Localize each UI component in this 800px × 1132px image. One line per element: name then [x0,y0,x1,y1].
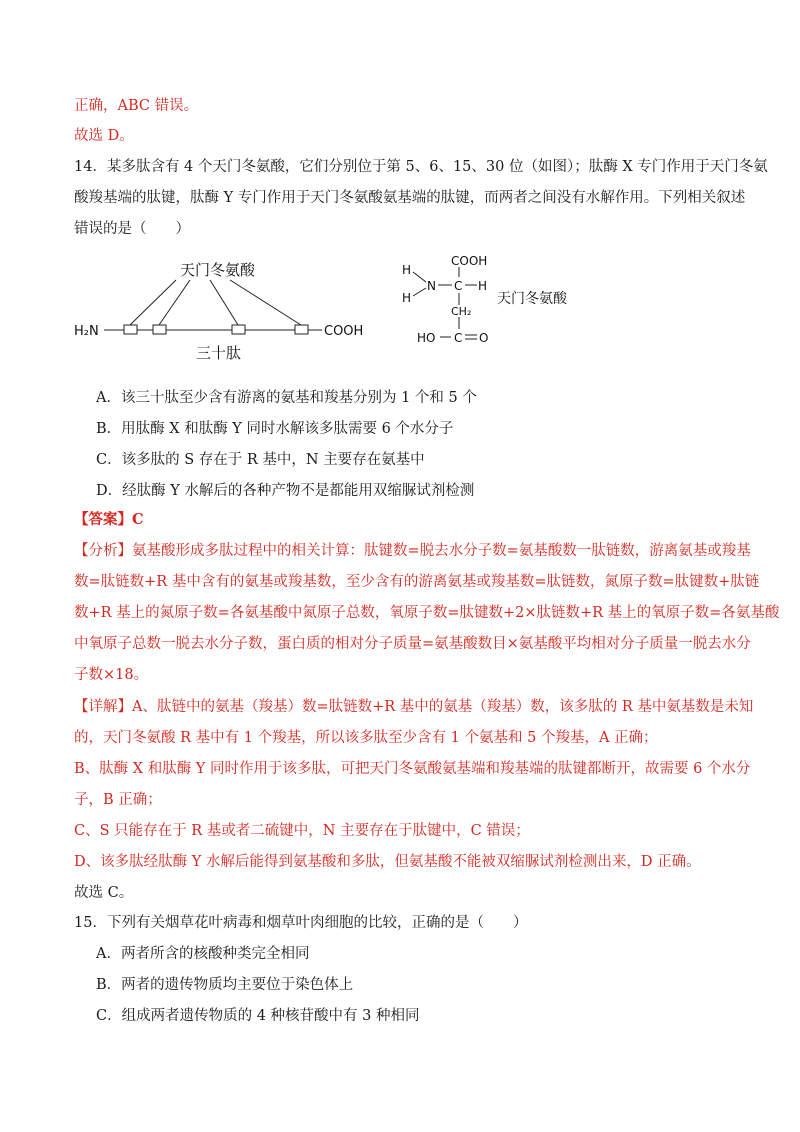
aspartate-structure [413,267,477,339]
q14-option-a: A．该三十肽至少含有游离的氨基和羧基分别为 1 个和 5 个 [96,390,477,406]
q14-choice-conclusion: 故选 C。 [74,885,134,901]
q14-analysis-line-3: 数+R 基上的氮原子数=各氨基酸中氮原子总数，氧原子数=肽键数+2×肽链数+R 基上的氧原子数=各氨基酸 [74,605,780,621]
q14-stem-line-2: 酸羧基端的肽键，肽酶 Y 专门作用于天门冬氨酸氨基端的肽键，而两者之间没有水解作用。下列相关叙述 [74,190,746,206]
peptide-diagram [104,280,322,334]
carboxyl-group: COOH [451,254,488,268]
amine-hydrogen-2: H [402,291,412,305]
q14-stem-line-3: 错误的是（ ） [74,221,190,237]
aspartate-residue-5 [124,325,137,334]
aspartate-residue-6 [153,325,166,334]
structure-label: 天门冬氨酸 [497,291,567,307]
q15-stem: 15．下列有关烟草花叶病毒和烟草叶肉细胞的比较，正确的是（ ） [74,915,528,931]
peptide-bottom-label: 三十肽 [196,344,242,360]
q14-detail-line-1: 【详解】A、肽链中的氨基（羧基）数=肽链数+R 基中的氨基（羧基）数，该多肽的 R 基中氨基数是未知 [74,699,754,715]
prev-answer-choice: 故选 D。 [74,128,134,144]
peptide-c-terminus: COOH [324,324,364,339]
q14-figure [0,250,800,360]
q15-option-b: B．两者的遗传物质均主要位于染色体上 [96,977,354,993]
prev-answer-line: 正确，ABC 错误。 [74,98,199,114]
q14-option-d: D．经肽酶 Y 水解后的各种产物不是都能用双缩脲试剂检测 [96,483,475,499]
amine-nitrogen: N [427,279,436,293]
alpha-carbon: C [454,279,463,293]
q14-answer: 【答案】C [74,511,144,528]
side-chain-carbon: C [454,331,463,345]
q15-option-a: A．两者所含的核酸种类完全相同 [96,946,310,962]
q15-option-c: C．组成两者遗传物质的 4 种核苷酸中有 3 种相同 [96,1008,420,1024]
methylene-group: CH₂ [451,305,472,318]
q14-detail-line-6: D、该多肽经肽酶 Y 水解后能得到氨基酸和多肽，但氨基酸不能被双缩脲试剂检测出来，D 正确。 [74,854,701,870]
peptide-top-label: 天门冬氨酸 [180,261,256,279]
q14-stem-line-1: 14．某多肽含有 4 个天门冬氨酸，它们分别位于第 5、6、15、30 位（如图）；肽酶 X 专门作用于天门冬氨 [74,159,768,175]
amine-hydrogen-1: H [402,263,412,277]
q14-option-b: B．用肽酶 X 和肽酶 Y 同时水解该多肽需要 6 个水分子 [96,421,454,437]
q14-analysis-line-1: 【分析】氨基酸形成多肽过程中的相关计算：肽键数=脱去水分子数=氨基酸数一肽链数，游离氨基或羧基 [74,543,751,559]
peptide-n-terminus: H₂N [74,324,99,339]
aspartate-residue-30 [295,325,308,334]
hydroxyl-group: HO [417,331,436,345]
carbonyl-oxygen: O [479,331,489,345]
q14-detail-line-2: 的，天门冬氨酸 R 基中有 1 个羧基，所以该多肽至少含有 1 个氨基和 5 个羧基，A 正确； [74,730,658,746]
aspartate-residue-15 [232,325,245,334]
q14-detail-line-3: B、肽酶 X 和肽酶 Y 同时作用于该多肽，可把天门冬氨酸氨基端和羧基端的肽键都断开，故需要 6 个水分 [74,761,751,777]
q14-detail-line-5: C、S 只能存在于 R 基或者二硫键中，N 主要存在于肽键中，C 错误； [74,823,530,839]
alpha-hydrogen: H [478,279,488,293]
q14-detail-line-4: 子，B 正确； [74,792,162,808]
q14-option-c: C．该多肽的 S 存在于 R 基中，N 主要存在氨基中 [96,452,425,468]
q14-analysis-line-5: 子数×18。 [74,667,149,683]
q14-analysis-line-4: 中氧原子总数一脱去水分子数，蛋白质的相对分子质量=氨基酸数目×氨基酸平均相对分子质量一脱去水分 [74,636,751,652]
q14-analysis-line-2: 数=肽链数+R 基中含有的氨基或羧基数，至少含有的游离氨基或羧基数=肽链数，氮原子数=肽键数+肽链 [74,574,760,590]
